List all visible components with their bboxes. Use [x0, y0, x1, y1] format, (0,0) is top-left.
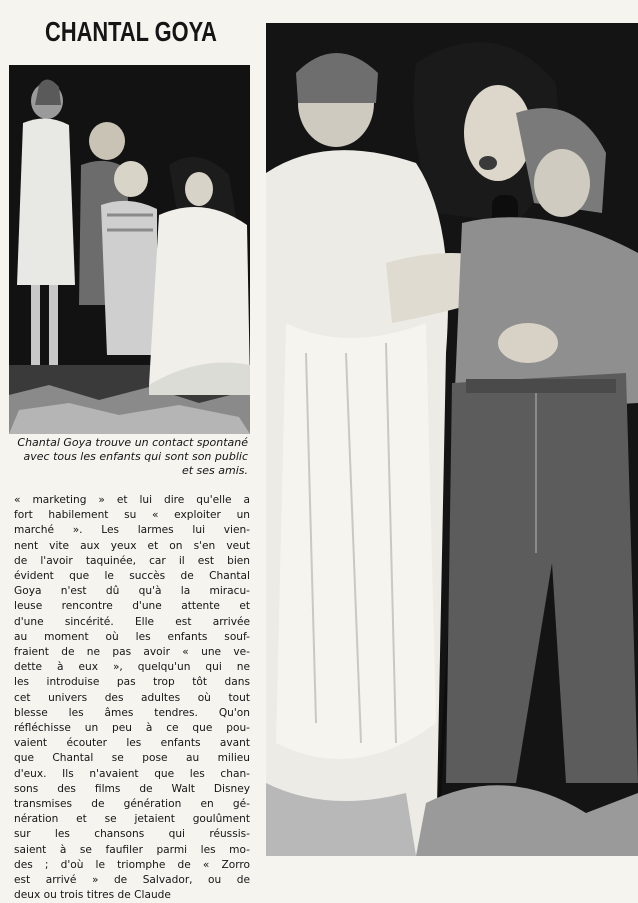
- photo-singer-with-microphone: [266, 23, 638, 856]
- body-line: les introduise pas trop tôt dans: [14, 676, 250, 689]
- body-line: dette à eux », quelqu'un qui ne: [14, 661, 250, 674]
- body-line: de l'avoir taquinée, car il est bien: [14, 554, 250, 567]
- body-line: « marketing » et lui dire qu'elle a: [14, 494, 250, 506]
- body-line: fraient de ne pas avoir « une ve-: [14, 646, 250, 659]
- body-line: saient à se faufiler parmi les mo-: [14, 843, 250, 856]
- body-line: nération et se jetaient goulûment: [14, 813, 250, 826]
- photo-caption: Chantal Goya trouve un contact spontané avec tous les enfants qui sont son public et ses amis.: [17, 436, 248, 477]
- body-line: d'eux. Ils n'avaient que les chan-: [14, 767, 250, 780]
- body-line: que Chantal se pose au milieu: [14, 752, 250, 765]
- body-line: marché ». Les larmes lui vien-: [14, 524, 250, 537]
- body-line: deux ou trois titres de Claude: [14, 889, 171, 902]
- body-line: est arrivé » de Salvador, ou de: [14, 874, 250, 887]
- body-line: sons des films de Walt Disney: [14, 782, 250, 795]
- body-line: au moment où les enfants souf-: [14, 630, 250, 643]
- body-line: Goya n'est dû qu'à la miracu-: [14, 585, 250, 598]
- body-line: fort habilement su « exploiter un: [14, 509, 250, 522]
- body-line: vaient écouter les enfants avant: [14, 737, 250, 750]
- body-line: cet univers des adultes où tout: [14, 691, 250, 704]
- body-line: transmises de génération en gé-: [14, 798, 250, 811]
- article-title: CHANTAL GOYA: [45, 16, 217, 47]
- photo-singer-with-children: [9, 65, 250, 434]
- article-body: [14, 493, 250, 903]
- body-line: leuse rencontre d'une attente et: [14, 600, 250, 613]
- body-line: blesse les âmes tendres. Qu'on: [14, 706, 250, 719]
- body-line: d'une sincérité. Elle est arrivée: [14, 615, 250, 628]
- body-line: réfléchisse un peu à ce que pou-: [14, 722, 250, 735]
- body-line: nent vite aux yeux et on s'en veut: [14, 539, 250, 552]
- body-line: évident que le succès de Chantal: [14, 570, 250, 583]
- body-line: sur les chansons qui réussis-: [14, 828, 250, 841]
- body-line: des ; d'où le triomphe de « Zorro: [14, 858, 250, 871]
